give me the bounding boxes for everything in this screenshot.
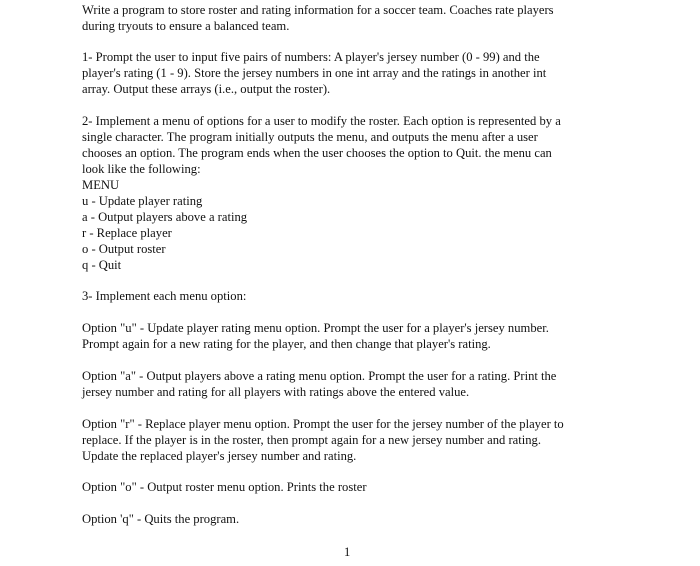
intro-line: Write a program to store roster and rating information for a soccer team. Coaches rate players — [82, 3, 554, 17]
option-r-line: Option "r" - Replace player menu option. Prompt the user for the jersey number of the player to — [82, 417, 564, 431]
option-u-paragraph — [82, 320, 622, 352]
option-r-line: Update the replaced player's jersey number and rating. — [82, 449, 357, 463]
option-u-line: Option "u" - Update player rating menu option. Prompt the user for a player's jersey number. — [82, 321, 549, 335]
option-o-paragraph — [82, 479, 622, 495]
step-1-paragraph — [82, 49, 622, 97]
menu-item: u - Update player rating — [82, 194, 203, 208]
option-o-line: Option "o" - Output roster menu option. Prints the roster — [82, 480, 367, 494]
step-3-heading — [82, 288, 622, 304]
step-3-line: 3- Implement each menu option: — [82, 289, 247, 303]
menu-item: q - Quit — [82, 258, 122, 272]
menu-item: r - Replace player — [82, 226, 172, 240]
step-2-line: chooses an option. The program ends when the user chooses the option to Quit. the menu can — [82, 146, 552, 160]
step-2-line: single character. The program initially outputs the menu, and outputs the menu after a user — [82, 130, 538, 144]
option-a-paragraph — [82, 368, 622, 400]
intro-line: during tryouts to ensure a balanced team. — [82, 19, 290, 33]
intro-paragraph — [82, 2, 622, 34]
menu-item: o - Output roster — [82, 242, 166, 256]
step-2-paragraph — [82, 113, 622, 177]
menu-title: MENU — [82, 178, 120, 192]
menu-item: a - Output players above a rating — [82, 210, 248, 224]
option-q-line: Option 'q" - Quits the program. — [82, 512, 240, 526]
option-u-line: Prompt again for a new rating for the player, and then change that player's rating. — [82, 337, 491, 351]
step-1-line: 1- Prompt the user to input five pairs of numbers: A player's jersey number (0 - 99) and the — [82, 50, 540, 64]
option-r-line: replace. If the player is in the roster, then prompt again for a new jersey number and rating. — [82, 433, 541, 447]
step-2-line: 2- Implement a menu of options for a user to modify the roster. Each option is represented by a — [82, 114, 561, 128]
step-2-line: look like the following: — [82, 162, 201, 176]
page-number: 1 — [344, 545, 351, 559]
option-r-paragraph — [82, 416, 622, 464]
menu-listing — [82, 177, 622, 273]
option-a-line: jersey number and rating for all players with ratings above the entered value. — [82, 385, 470, 399]
step-1-line: player's rating (1 - 9). Store the jersey numbers in one int array and the ratings in another int — [82, 66, 547, 80]
option-a-line: Option "a" - Output players above a rating menu option. Prompt the user for a rating. Print the — [82, 369, 557, 383]
option-q-paragraph — [82, 511, 622, 527]
step-1-line: array. Output these arrays (i.e., output the roster). — [82, 82, 331, 96]
